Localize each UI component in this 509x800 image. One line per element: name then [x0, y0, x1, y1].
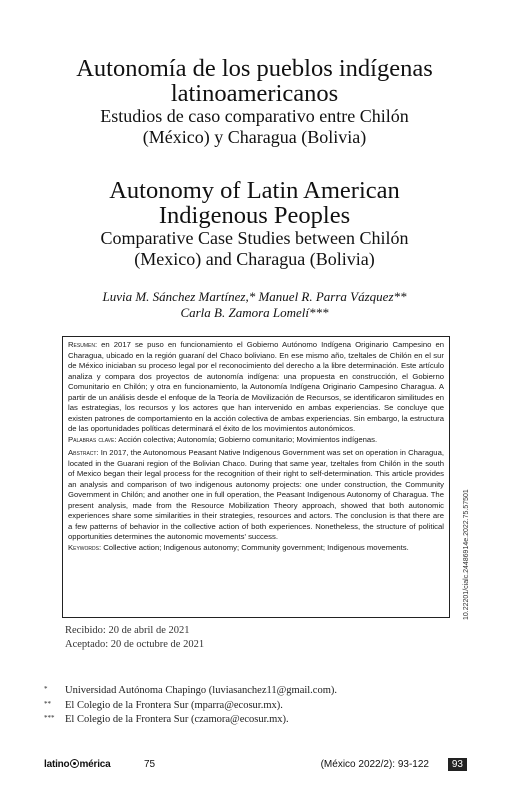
resumen-paragraph [68, 340, 444, 435]
palabras-clave-text: Acción colectiva; Autonomía; Gobierno comunitario; Movimientos indígenas. [116, 434, 378, 444]
submission-dates [65, 624, 204, 652]
accepted-date: Aceptado: 20 de octubre de 2021 [65, 639, 205, 650]
footnote-mark: * [44, 685, 48, 693]
journal-logo-icon [70, 759, 79, 768]
issue-info: (México 2022/2): 93-122 [320, 759, 429, 770]
abstract-box [62, 336, 450, 618]
abstract-label: Abstract: [68, 448, 99, 457]
spanish-main-title-line-1: Autonomía de los pueblos indígenas [76, 55, 433, 82]
doi-identifier[interactable]: 10.22201/cialc.24486914e.2022.75.57501 [463, 489, 470, 620]
footnote-item [44, 713, 444, 728]
spanish-subtitle-line-2: (México) y Charagua (Bolivia) [142, 127, 367, 147]
keywords-paragraph [68, 543, 444, 554]
footnote-text: Universidad Autónoma Chapingo (luviasanchez11@gmail.com). [65, 685, 338, 696]
journal-logo-text-start: latino [44, 759, 70, 770]
journal-logo [44, 759, 111, 770]
english-main-title-line-2: Indigenous Peoples [158, 202, 351, 229]
english-main-title-line-1: Autonomy of Latin American [109, 177, 400, 204]
footnote-item [44, 684, 444, 699]
resumen-text: en 2017 se puso en funcionamiento el Gobierno Autónomo Indígena Originario Campesino en Charagua, ubicado en la región guaraní del Chaco boliviano. En ese mismo año, tzeltales de Chilón en el sur de México iniciaban su proceso legal por el reconocimiento del derecho a la libre determinación. Este artículo analiza y compara dos proyectos de autonomía indígena: una propuesta en construcción, el Gobierno Comunitario en Chilón; y otra en funcionamiento, la Autonomía Indígena Originario Campesino Charagua. A partir de un análisis desde el enfoque de la Teoría de Movilización de Recursos, se identificaron similitudes en las estrategias, los recursos y los actores que han intervenido en ambas experiencias. Se concluye que existen patrones de comportamiento en la acción colectiva de ambas experiencias. Sin embargo, la estructura de las oportunidades políticas determinará el éxito de los movimientos autonómicos. [68, 340, 444, 433]
authors-line-1: Luvia M. Sánchez Martínez,* Manuel R. Parra Vázquez** [102, 289, 407, 304]
resumen-label: Resumen: [68, 340, 98, 349]
spanish-main-title-line-2: latinoamericanos [170, 80, 339, 107]
author-list [40, 289, 469, 321]
english-subtitle-line-2: (Mexico) and Charagua (Bolivia) [134, 249, 375, 269]
keywords-text: Collective action; Indigenous autonomy; Community government; Indigenous movements. [101, 542, 409, 552]
footnotes [44, 684, 444, 728]
journal-issue-number: 75 [144, 759, 156, 770]
received-date: Recibido: 20 de abril de 2021 [65, 625, 190, 636]
footnote-mark: ** [44, 699, 51, 708]
palabras-clave-paragraph [68, 435, 444, 446]
page-footer [44, 758, 467, 774]
abstract-paragraph [68, 448, 444, 543]
spanish-title-block [40, 56, 469, 148]
spanish-subtitle-line-1: Estudios de caso comparativo entre Chilón [100, 106, 409, 126]
english-subtitle-line-1: Comparative Case Studies between Chilón [100, 228, 409, 248]
footnote-text: El Colegio de la Frontera Sur (czamora@ecosur.mx). [65, 714, 289, 725]
english-title-block [40, 178, 469, 270]
footnote-item [44, 699, 444, 714]
footnote-mark: *** [44, 714, 55, 722]
page-number: 93 [448, 758, 467, 771]
palabras-clave-label: Palabras clave: [68, 434, 117, 444]
journal-logo-text-end: mérica [79, 759, 111, 770]
authors-line-2: Carla B. Zamora Lomelí*** [180, 305, 329, 320]
keywords-label: Keywords: [68, 542, 102, 552]
abstract-text: In 2017, the Autonomous Peasant Native Indigenous Government was set on operation in Charagua, located in the Guarani region of the Bolivian Chaco. During that same year, tzeltales from Chilón in the south of Mexico began their legal process for the recognition of their right to self-determination. This article provides an analysis and comparison of two indigenous autonomy projects: one under construction, the Community Government in Chilón; and another one in full operation, the Peasant Indigenous Autonomy of Charagua. The present analysis, made from the Resource Mobilization Theory approach, showed that both autonomic experiences share some similarities in their strategies, resources and actors. The conclusion is that there are a few patterns of behavior in the collective action of both experiences. Nonetheless, the structure of political opportunities determines the autonomic movements' success. [68, 448, 444, 541]
footnote-text: El Colegio de la Frontera Sur (mparra@ecosur.mx). [65, 699, 283, 711]
